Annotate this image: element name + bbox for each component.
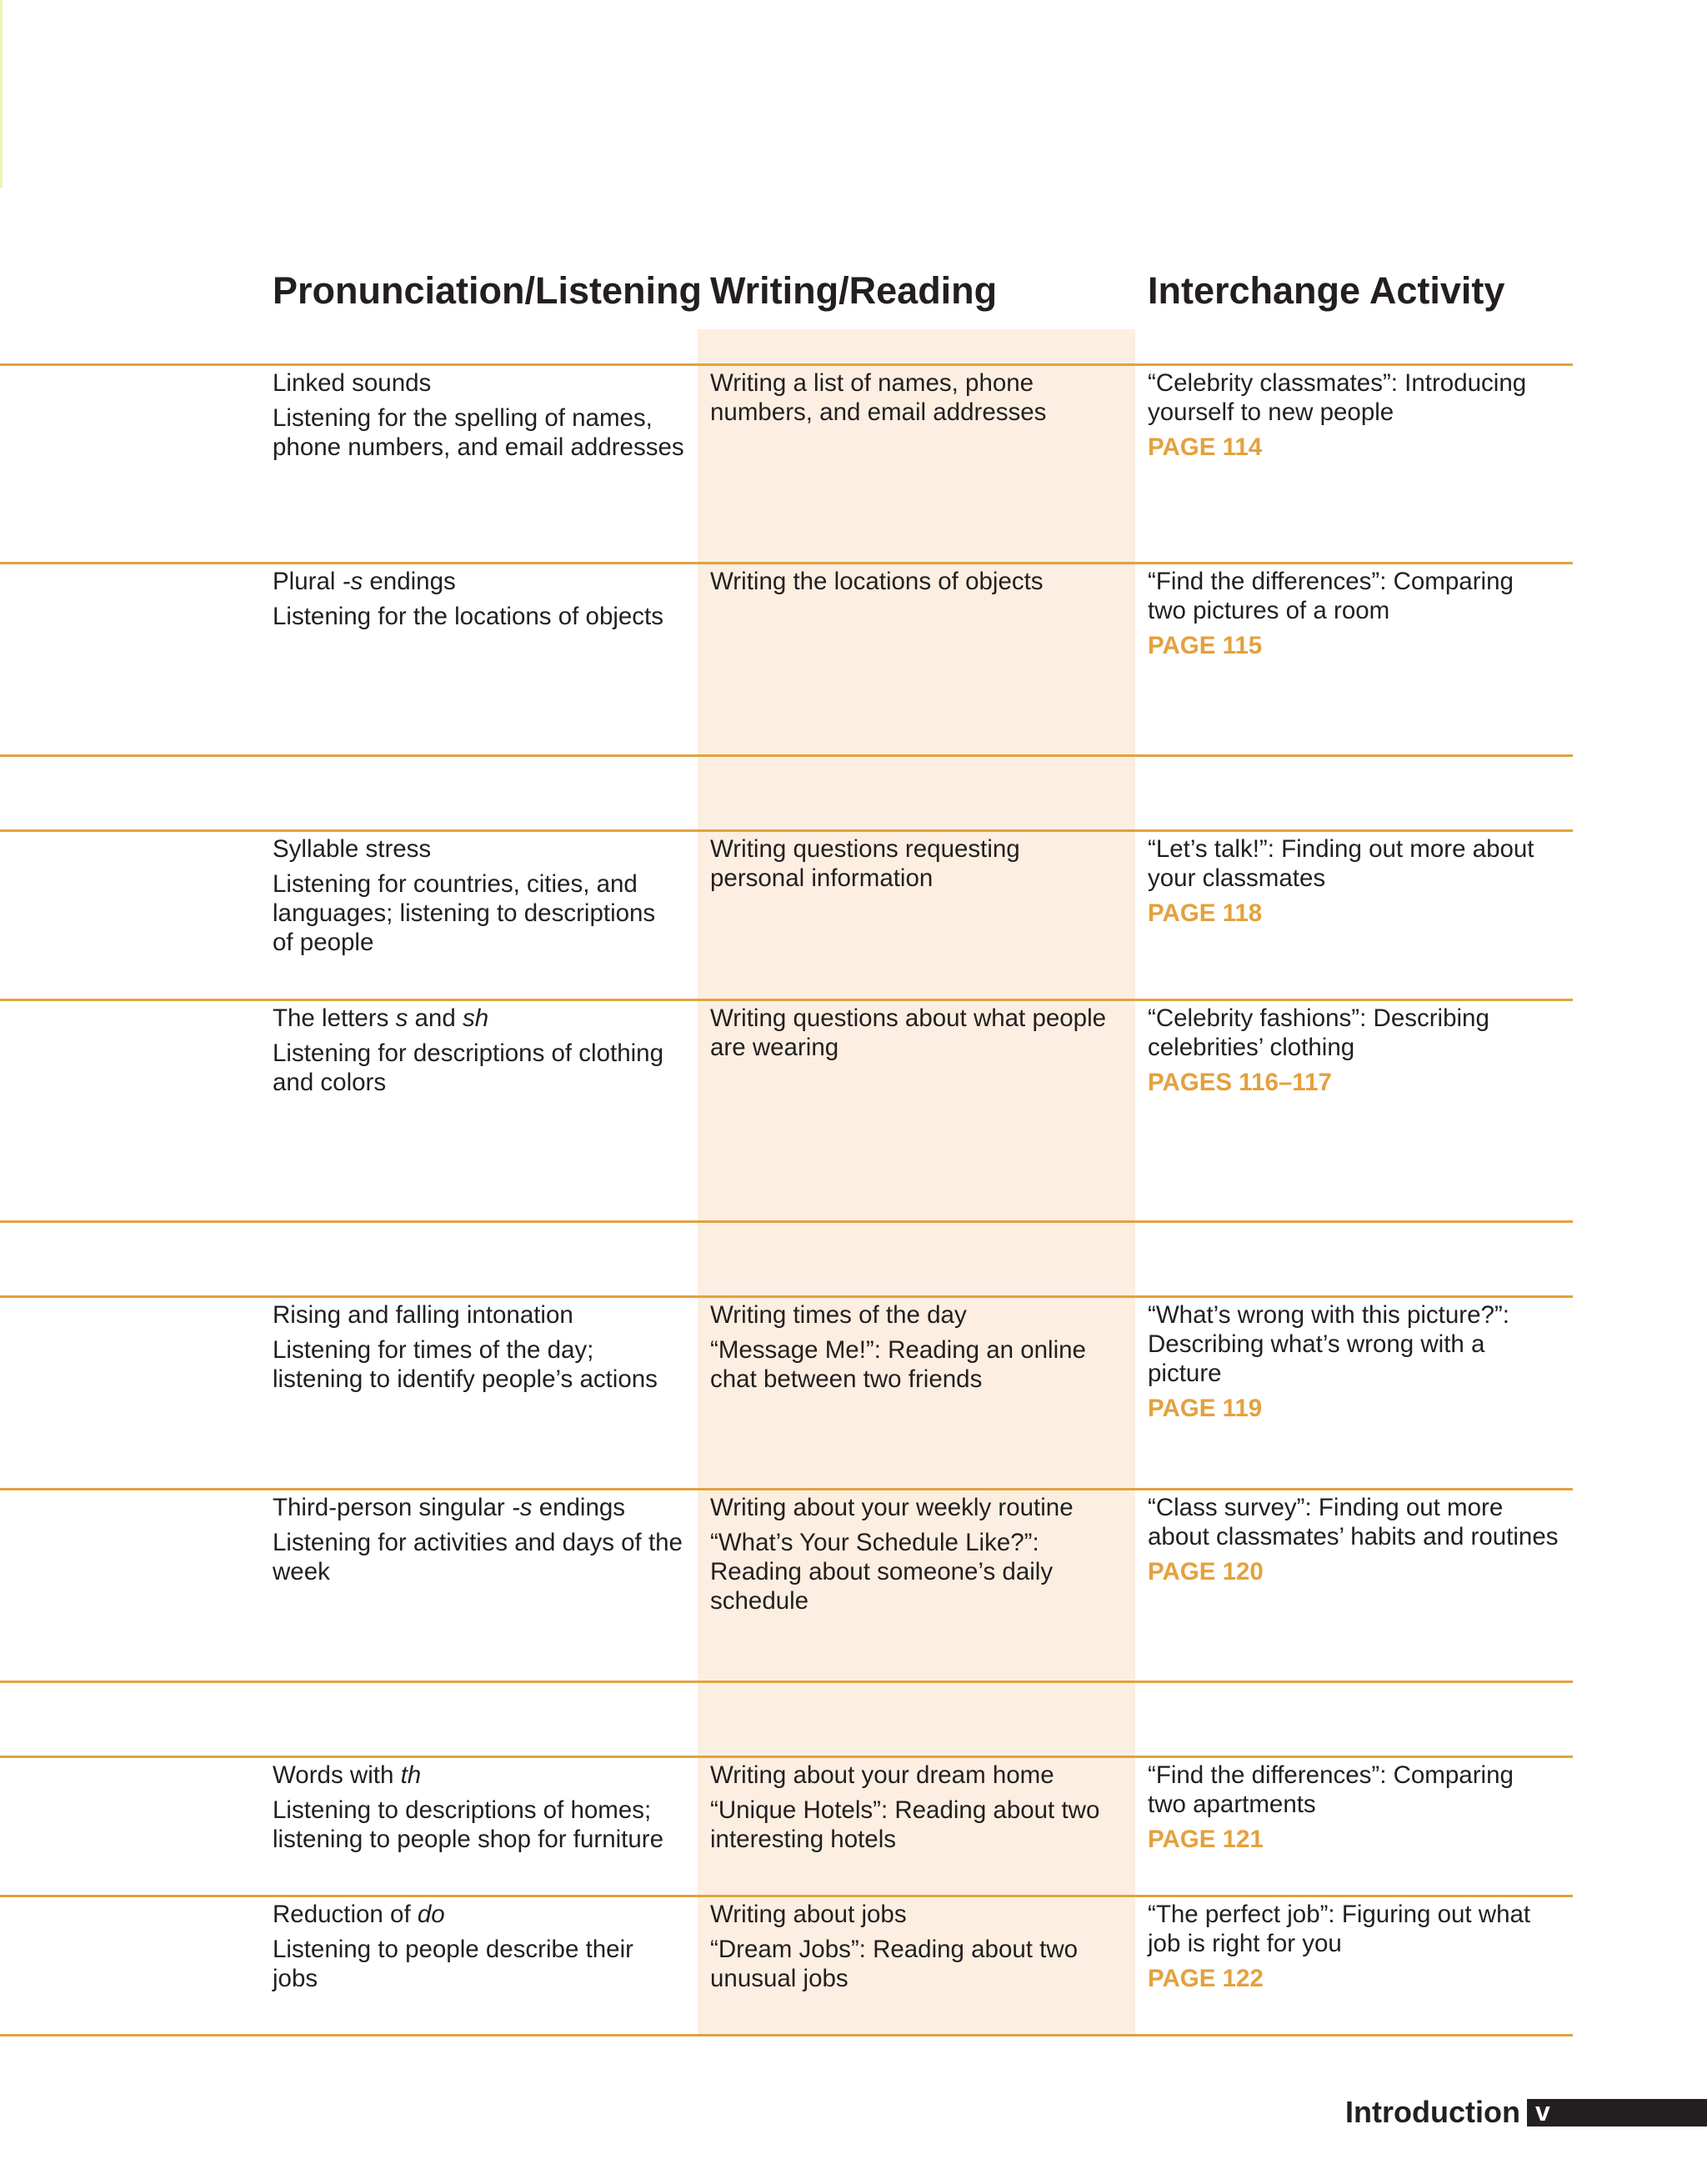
activity-line: “Find the differences”: Comparing <box>1148 568 1514 595</box>
page-reference: PAGE 114 <box>1148 433 1263 461</box>
pronunciation-title: Linked sounds <box>273 369 432 397</box>
page-reference: PAGE 118 <box>1148 899 1263 927</box>
activity-line: “Celebrity classmates”: Introducing <box>1148 369 1527 397</box>
activity-line: Describing what’s wrong with a <box>1148 1330 1485 1358</box>
row-divider <box>0 562 1573 564</box>
activity-line: “Celebrity fashions”: Describing <box>1148 1004 1489 1032</box>
page-reference: PAGE 115 <box>1148 632 1263 659</box>
listening-line: week <box>273 1558 330 1585</box>
pronunciation-title: Reduction of do <box>273 1901 445 1928</box>
writing-line: Writing the locations of objects <box>710 568 1044 595</box>
writing-line: Writing questions about what people <box>710 1004 1107 1032</box>
pronunciation-cell <box>273 368 693 462</box>
writing-line: are wearing <box>710 1034 839 1061</box>
page-reference: PAGE 120 <box>1148 1558 1264 1585</box>
activity-line: celebrities’ clothing <box>1148 1034 1355 1061</box>
section-divider <box>0 1681 1573 1683</box>
writing-line: Writing a list of names, phone <box>710 369 1034 397</box>
section-divider <box>0 1220 1573 1223</box>
writing-cell <box>710 1761 1127 1854</box>
row-divider <box>0 1895 1573 1897</box>
writing-cell <box>710 834 1127 893</box>
writing-title: Writing about your weekly routine <box>710 1494 1074 1521</box>
interchange-cell <box>1148 1761 1573 1854</box>
reading-line: “Dream Jobs”: Reading about two <box>710 1936 1079 1963</box>
reading-line: “Unique Hotels”: Reading about two <box>710 1796 1100 1824</box>
pronunciation-cell <box>273 1004 693 1097</box>
writing-cell <box>710 1493 1127 1615</box>
interchange-cell <box>1148 1004 1573 1097</box>
row-divider <box>0 363 1573 366</box>
listening-line: listening to identify people’s actions <box>273 1365 658 1393</box>
listening-line: Listening to descriptions of homes; <box>273 1796 652 1824</box>
activity-line: job is right for you <box>1148 1930 1342 1957</box>
listening-line: Listening for descriptions of clothing <box>273 1039 663 1067</box>
reading-line: chat between two friends <box>710 1365 983 1393</box>
reading-line: schedule <box>710 1587 809 1615</box>
row-divider <box>0 1756 1573 1758</box>
activity-line: yourself to new people <box>1148 398 1394 426</box>
row-divider <box>0 999 1573 1001</box>
interchange-cell <box>1148 1493 1573 1586</box>
listening-line: languages; listening to descriptions <box>273 899 656 927</box>
reading-line: unusual jobs <box>710 1965 848 1992</box>
interchange-cell <box>1148 567 1573 660</box>
listening-line: jobs <box>273 1965 318 1992</box>
listening-line: Listening for countries, cities, and <box>273 870 638 898</box>
listening-line: Listening for times of the day; <box>273 1336 594 1364</box>
section-divider <box>0 754 1573 757</box>
page-reference: PAGES 116–117 <box>1148 1069 1332 1096</box>
activity-line: two apartments <box>1148 1791 1316 1818</box>
pronunciation-title: Words with th <box>273 1761 422 1789</box>
reading-line: “Message Me!”: Reading an online <box>710 1336 1086 1364</box>
footer-page-bar <box>1527 2099 1707 2126</box>
reading-line: “What’s Your Schedule Like?”: <box>710 1529 1039 1556</box>
activity-line: “The perfect job”: Figuring out what <box>1148 1901 1531 1928</box>
footer-page-number: v <box>1535 2096 1550 2126</box>
activity-line: two pictures of a room <box>1148 597 1390 624</box>
interchange-cell <box>1148 834 1573 928</box>
pronunciation-title: Syllable stress <box>273 835 432 863</box>
pronunciation-title: Plural -s endings <box>273 568 456 595</box>
listening-line: Listening for activities and days of the <box>273 1529 683 1556</box>
listening-line: and colors <box>273 1069 387 1096</box>
page-reference: PAGE 121 <box>1148 1826 1264 1853</box>
pronunciation-cell <box>273 1900 693 1993</box>
footer-section-label: Introduction <box>1345 2095 1520 2129</box>
writing-line: Writing questions requesting <box>710 835 1020 863</box>
listening-line: phone numbers, and email addresses <box>273 433 684 461</box>
activity-line: “Let’s talk!”: Finding out more about <box>1148 835 1534 863</box>
pronunciation-cell <box>273 1761 693 1854</box>
header-pronunciation-listening: Pronunciation/Listening <box>273 269 702 312</box>
listening-line: Listening for the locations of objects <box>273 603 664 630</box>
header-writing-reading: Writing/Reading <box>710 269 998 312</box>
reading-line: Reading about someone’s daily <box>710 1558 1054 1585</box>
writing-cell <box>710 1004 1127 1062</box>
listening-line: listening to people shop for furniture <box>273 1826 664 1853</box>
activity-line: “Find the differences”: Comparing <box>1148 1761 1514 1789</box>
row-divider <box>0 1488 1573 1490</box>
row-divider <box>0 1295 1573 1298</box>
interchange-cell <box>1148 368 1573 462</box>
activity-line: about classmates’ habits and routines <box>1148 1523 1559 1550</box>
writing-title: Writing times of the day <box>710 1301 967 1329</box>
activity-line: “Class survey”: Finding out more <box>1148 1494 1504 1521</box>
writing-title: Writing about your dream home <box>710 1761 1054 1789</box>
writing-cell <box>710 368 1127 427</box>
header-interchange-activity: Interchange Activity <box>1148 269 1505 312</box>
interchange-cell <box>1148 1900 1573 1993</box>
writing-line: numbers, and email addresses <box>710 398 1047 426</box>
activity-line: your classmates <box>1148 864 1326 892</box>
listening-line: Listening to people describe their <box>273 1936 633 1963</box>
reading-line: interesting hotels <box>710 1826 897 1853</box>
pronunciation-cell <box>273 1300 693 1394</box>
pronunciation-title: The letters s and sh <box>273 1004 489 1032</box>
writing-title: Writing about jobs <box>710 1901 907 1928</box>
pronunciation-cell <box>273 1493 693 1586</box>
activity-line: picture <box>1148 1360 1222 1387</box>
activity-line: “What’s wrong with this picture?”: <box>1148 1301 1509 1329</box>
writing-cell <box>710 1300 1127 1394</box>
listening-line: of people <box>273 929 374 956</box>
writing-cell <box>710 1900 1127 1993</box>
listening-line: Listening for the spelling of names, <box>273 404 653 432</box>
writing-cell <box>710 567 1127 596</box>
row-divider <box>0 2034 1573 2036</box>
writing-line: personal information <box>710 864 934 892</box>
page-reference: PAGE 122 <box>1148 1965 1264 1992</box>
pronunciation-title: Rising and falling intonation <box>273 1301 573 1329</box>
row-divider <box>0 829 1573 832</box>
pronunciation-title: Third-person singular -s endings <box>273 1494 626 1521</box>
page-reference: PAGE 119 <box>1148 1395 1263 1422</box>
interchange-cell <box>1148 1300 1573 1423</box>
pronunciation-cell <box>273 834 693 957</box>
pronunciation-cell <box>273 567 693 631</box>
left-edge-mark <box>0 0 3 188</box>
